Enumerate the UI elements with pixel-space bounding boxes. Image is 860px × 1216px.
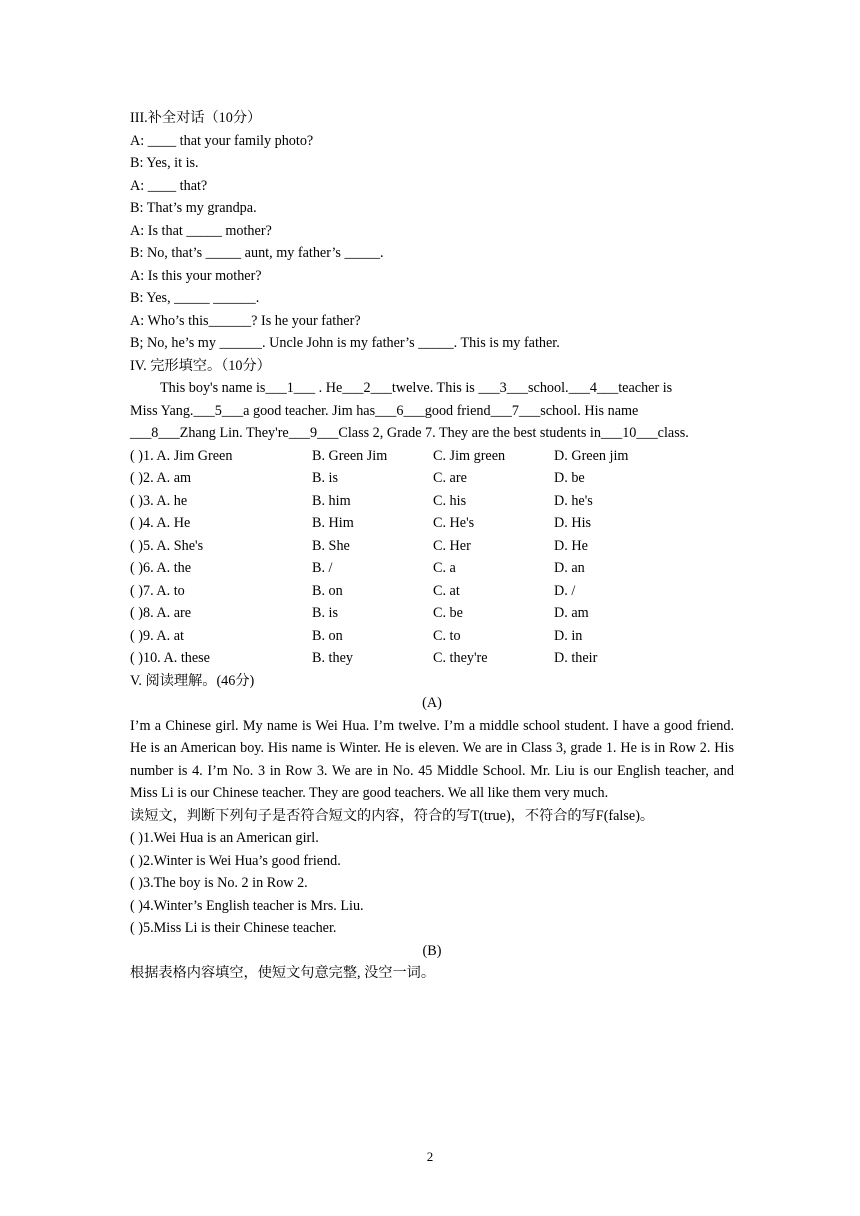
- question-option-a: ( )3. A. he: [130, 492, 188, 509]
- section-4-heading: IV. 完形填空。（10分）: [130, 357, 271, 374]
- page-number: 2: [426, 1149, 434, 1164]
- question-option-b: B. on: [312, 582, 343, 599]
- question-option-c: C. Her: [433, 537, 471, 554]
- question-option-b: B. Green Jim: [312, 447, 388, 464]
- cloze-questions: [130, 445, 734, 670]
- question-option-d: D. am: [554, 605, 589, 621]
- dialogue-line: A: ____ that your family photo?: [130, 132, 314, 149]
- question-option-d: D. he's: [554, 492, 593, 509]
- question-option-a: ( )9. A. at: [130, 627, 184, 644]
- question-option-b: B. on: [312, 627, 343, 644]
- question-option-c: C. at: [433, 582, 460, 599]
- question-row: [130, 535, 734, 558]
- question-option-a: ( )4. A. He: [130, 515, 191, 531]
- question-option-d: D. an: [554, 560, 585, 576]
- question-option-b: B. /: [312, 560, 333, 576]
- question-row: [130, 625, 734, 648]
- question-option-d: D. their: [554, 650, 598, 666]
- question-option-c: C. they're: [433, 650, 488, 666]
- question-row: [130, 557, 734, 580]
- question-option-d: D. in: [554, 627, 583, 644]
- question-option-c: C. Jim green: [433, 447, 506, 464]
- cloze-line: Miss Yang.___5___a good teacher. Jim has___6___good friend___7___school. His name: [130, 402, 639, 419]
- question-option-c: C. He's: [433, 515, 475, 531]
- question-option-d: D. Green jim: [554, 447, 629, 464]
- true-false-item: ( )5.Miss Li is their Chinese teacher.: [130, 920, 337, 936]
- question-option-c: C. a: [433, 560, 456, 576]
- question-option-d: D. His: [554, 515, 592, 531]
- question-row: [130, 467, 734, 490]
- question-option-d: D. /: [554, 582, 576, 599]
- question-option-a: ( )7. A. to: [130, 582, 185, 599]
- question-row: [130, 602, 734, 625]
- question-row: [130, 512, 734, 535]
- question-option-c: C. his: [433, 492, 467, 509]
- cloze-line: This boy's name is___1___ . He___2___twelve. This is ___3___school.___4___teacher is: [160, 380, 673, 396]
- dialogue-line: B: Yes, it is.: [130, 155, 199, 171]
- reading-passage-a: I’m a Chinese girl. My name is Wei Hua. I’m twelve. I’m a middle school student. I have a good friend. He is an American boy. His name is Winter. He is eleven. We are in Class 3, grade 1. He is in Row 2. His number is 4. I’m No. 3 in Row 3. We are in No. 45 Middle School. Mr. Liu is our English teacher, and Miss Li is our Chinese teacher. They are good teachers. We all like them very much.: [130, 717, 734, 801]
- question-option-b: B. they: [312, 650, 353, 666]
- question-option-b: B. is: [312, 605, 339, 621]
- dialogue-line: B; No, he’s my ______. Uncle John is my father’s _____. This is my father.: [130, 335, 560, 351]
- dialogue-line: B: That’s my grandpa.: [130, 200, 257, 216]
- question-option-a: ( )10. A. these: [130, 650, 210, 666]
- question-row: [130, 647, 734, 670]
- section-5-heading: V. 阅读理解。(46分): [130, 672, 255, 689]
- true-false-item: ( )1.Wei Hua is an American girl.: [130, 830, 319, 846]
- question-row: [130, 490, 734, 513]
- part-a-label: (A): [422, 695, 442, 711]
- dialogue-line: B: No, that’s _____ aunt, my father’s _____.: [130, 245, 384, 261]
- question-option-c: C. are: [433, 470, 467, 486]
- part-b-instruction: 根据表格内容填空，使短文句意完整, 没空一词。: [130, 965, 436, 981]
- dialogue-line: A: Is that _____ mother?: [130, 222, 272, 239]
- question-option-b: B. is: [312, 470, 339, 486]
- cloze-passage: [130, 377, 734, 445]
- question-option-b: B. She: [312, 537, 350, 554]
- true-false-item: ( )3.The boy is No. 2 in Row 2.: [130, 875, 308, 891]
- dialogue: [130, 130, 734, 355]
- question-option-b: B. Him: [312, 515, 354, 531]
- page-content: [130, 107, 734, 985]
- question-option-a: ( )1. A. Jim Green: [130, 447, 233, 464]
- true-false-item: ( )4.Winter’s English teacher is Mrs. Liu.: [130, 897, 364, 914]
- dialogue-line: A: ____ that?: [130, 177, 208, 194]
- question-option-a: ( )8. A. are: [130, 605, 192, 621]
- question-option-a: ( )6. A. the: [130, 560, 192, 576]
- dialogue-line: A: Is this your mother?: [130, 267, 262, 284]
- question-row: [130, 445, 734, 468]
- part-a-instruction: 读短文，判断下列句子是否符合短文的内容，符合的写T(true)，不符合的写F(false)。: [130, 807, 655, 824]
- question-option-d: D. He: [554, 537, 588, 554]
- question-option-d: D. be: [554, 470, 585, 486]
- section-3-heading: III.补全对话（10分）: [130, 110, 262, 126]
- cloze-line: ___8___Zhang Lin. They're___9___Class 2, Grade 7. They are the best students in___10___class.: [130, 425, 689, 441]
- question-option-a: ( )5. A. She's: [130, 537, 204, 554]
- dialogue-line: B: Yes, _____ ______.: [130, 290, 260, 306]
- question-option-c: C. to: [433, 627, 461, 644]
- question-option-b: B. him: [312, 492, 351, 509]
- true-false-items: [130, 827, 734, 940]
- question-option-a: ( )2. A. am: [130, 470, 192, 486]
- dialogue-line: A: Who’s this______? Is he your father?: [130, 312, 361, 329]
- part-b-label: (B): [422, 942, 442, 959]
- true-false-item: ( )2.Winter is Wei Hua’s good friend.: [130, 852, 341, 869]
- question-option-c: C. be: [433, 605, 463, 621]
- question-row: [130, 580, 734, 603]
